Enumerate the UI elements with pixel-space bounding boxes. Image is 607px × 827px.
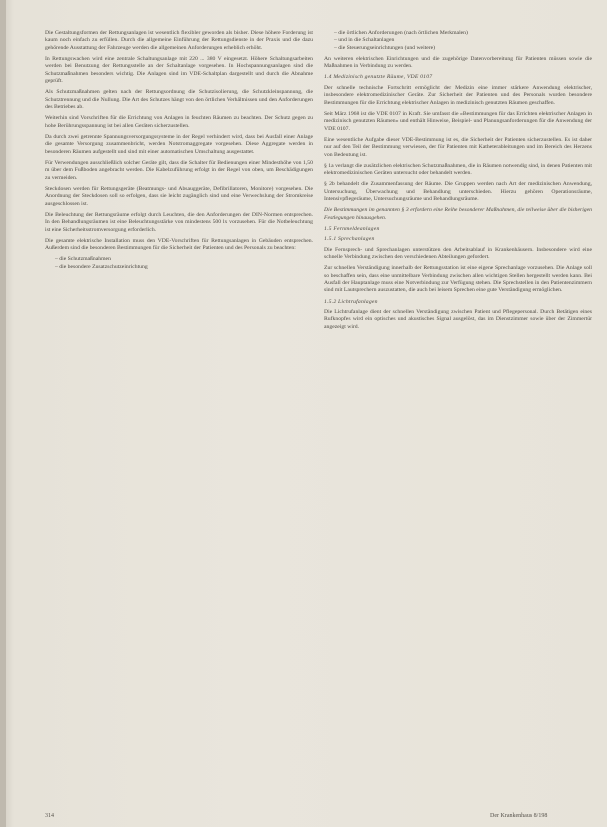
list-item: – die Steuerungseinrichtungen (und weitere) <box>334 45 592 52</box>
right-column <box>324 30 592 335</box>
list-item: – die örtlichen Anforderungen (nach örtlichen Merkmalen) <box>334 30 592 37</box>
subsection-heading: 1.5.2 Lichtrufanlagen <box>324 298 378 305</box>
paragraph: Die Lichtrufanlage dient der schnellen Verständigung zwischen Patient und Pflegepersonal. Durch Betätigen eines Rufknopfes wird ein optisches und akustisches Signal ausgelöst, das im Dienstzimmer sowie über der Zimmertür angezeigt wird. <box>324 308 592 330</box>
binding-fold <box>0 0 6 827</box>
bullet-list <box>45 256 313 271</box>
paragraph: Die Beleuchtung der Rettungsräume erfolgt durch Leuchten, die den Anforderungen der DIN-Normen entsprechen. In den Behandlungsräumen ist eine Beleuchtungsstärke von mindestens 500 lx vorzusehen. Für die Notbeleuchtung ist eine Sicherheitsstromversorgung erforderlich. <box>45 211 313 233</box>
paragraph: Als Schutzmaßnahmen gelten nach der Rettungsordnung die Schutzisolierung, die Schutzkleinspannung, die Schutztrennung und die Nullung. Die Art des Schutzes hängt von den örtlichen Verhältnissen und den Anforderungen des Betriebes ab. <box>45 89 313 111</box>
list-item: – und in die Schaltanlagen <box>334 37 592 44</box>
left-column <box>45 30 313 275</box>
subsection-heading: 1.5.1 Sprechanlagen <box>324 236 375 243</box>
section-heading: 1.4 Medizinisch genutzte Räume, VDE 0107 <box>324 74 433 81</box>
paragraph: Seit März 1968 ist die VDE 0107 in Kraft. Sie umfasst die »Bestimmungen für das Errichten elektrischer Anlagen in medizinisch genutzten Räumen« und enthält Hinweise, Beispiel- und Planungsanforderungen für die Anwendung der VDE 0107. <box>324 110 592 132</box>
paragraph: Da durch zwei getrennte Spannungsversorgungssysteme in der Regel verhindert wird, dass bei Ausfall einer Anlage die gesamte Versorgung zusammenbricht, werden Notstromaggregate vorgesehen. Diese Aggregate werden in besonderen Räumen aufgestellt und sind mit einer automatischen Umschaltung ausgestattet. <box>45 133 313 155</box>
paragraph: § 1a verlangt die zusätzlichen elektrischen Schutzmaßnahmen, die in Räumen notwendig sind, in denen Patienten mit elektromedizinischen Geräten untersucht oder behandelt werden. <box>324 162 592 177</box>
paragraph: Der schnelle technische Fortschritt ermöglicht der Medizin eine immer stärkere Anwendung elektrischer, insbesondere elektromedizinischer Geräte. Zur Sicherheit der Patienten und des Personals wurden besondere Bestimmungen für die Errichtung elektrischer Anlagen in medizinisch genutzten Räumen geschaffen. <box>324 84 592 106</box>
paragraph: An weiteren elektrischen Einrichtungen und die zugehörige Datenvorbereitung für Patienten müssen sowie die Maßnahmen in Verbindung zu werden. <box>324 55 592 70</box>
paragraph: Eine wesentliche Aufgabe dieser VDE-Bestimmung ist es, die Sicherheit der Patienten sicherzustellen. Es ist daher nur auf den Teil der Bestimmung verwiesen, der für Patienten mit Katheterableitungen und im Bereich des Herzens von Bedeutung ist. <box>324 136 592 158</box>
note-paragraph: Die Bestimmungen im genannten § 3 erfordern eine Reihe besonderer Maßnahmen, die teilweise über die bisherigen Festlegungen hinausgehen. <box>324 207 592 221</box>
list-item: – die Schutzmaßnahmen <box>55 256 313 263</box>
page-number: 314 <box>45 813 54 819</box>
paragraph: In Rettungswachen wird eine zentrale Schaltungsanlage mit 220 ... 380 V eingesetzt. Höhere Schaltungsarbeiten werden bei Benutzung der Rettungsstelle an der Schaltanlage vorgesehen. In Hochspannungsanlagen sind die Schutzmaßnahmen besonders wichtig. Die Anlagen sind im VDE-Schaltplan dargestellt und durch die Abnahme geprüft. <box>45 55 313 85</box>
paragraph: Steckdosen werden für Rettungsgeräte (Beatmungs- und Absauggeräte, Defibrillatoren, Monitore) vorgesehen. Die Anordnung der Steckdosen soll so erfolgen, dass sie leicht zugänglich sind und eine Verwechslung der Stromkreise ausgeschlossen ist. <box>45 185 313 207</box>
bullet-list <box>324 30 592 52</box>
paragraph: Weiterhin sind Vorschriften für die Errichtung von Anlagen in feuchten Räumen zu beachten. Der Schutz gegen zu hohe Berührungsspannung ist bei allen Geräten sicherzustellen. <box>45 115 313 129</box>
paragraph: Die Fernsprech- und Sprechanlagen unterstützen den Arbeitsablauf in Krankenhäusern. Insbesondere wird eine schnelle Verbindung zwischen den verschiedenen Abteilungen gefordert. <box>324 246 592 261</box>
paragraph: Zur schnellen Verständigung innerhalb der Rettungsstation ist eine eigene Sprechanlage vorzusehen. Die Anlage soll so beschaffen sein, dass eine unmittelbare Verbindung zwischen allen wichtigen Stellen hergestellt werden kann. Bei Ausfall der Hauptanlage muss eine Notverbindung zur Verfügung stehen. Die Sprechstellen in den Patientenzimmern sind mit Lautsprechern auszustatten, die auch bei leisem Sprechen eine gute Verständigung ermöglichen. <box>324 265 592 294</box>
paragraph: Die Gestaltungsformen der Rettungsanlagen ist wesentlich flexibler geworden als bisher. Diese höhere Forderung ist kaum noch einfach zu erfüllen. Durch die allgemeine Einführung der Rettungsdienste in der Praxis und die dazu gehörende Ausstattung der Fahrzeuge werden die allgemeinen Anforderungen erheblich erhöht. <box>45 30 313 51</box>
section-heading: 1.5 Fernmeldeanlagen <box>324 225 380 232</box>
paragraph: Die gesamte elektrische Installation muss den VDE-Vorschriften für Rettungsanlagen in Gebäuden entsprechen. Außerdem sind die besonderen Bestimmungen für die Sicherheit der Patienten und des Personals zu beachten: <box>45 237 313 252</box>
paragraph: Für Verwendungen ausschließlich solcher Geräte gilt, dass die Schalter für Bedienungen einer Mindesthöhe von 1,50 m über dem Fußboden angebracht werden. Die Kabelzuführung erfolgt in der Regel von oben, um Beschädigungen zu vermeiden. <box>45 159 313 181</box>
paragraph: § 2b behandelt die Zusammenfassung der Räume. Die Gruppen werden nach Art der medizinischen Anwendung, Untersuchung, Überwachung und Behandlung unterschieden. Hierzu gehören Operationsräume, Intensivpflegeräume, Untersuchungsräume und Behandlungsräume. <box>324 181 592 203</box>
journal-name: Der Krankenhaus 8/198 <box>490 813 548 819</box>
list-item: – die besondere Zusatzschutzeinrichtung <box>55 264 313 271</box>
